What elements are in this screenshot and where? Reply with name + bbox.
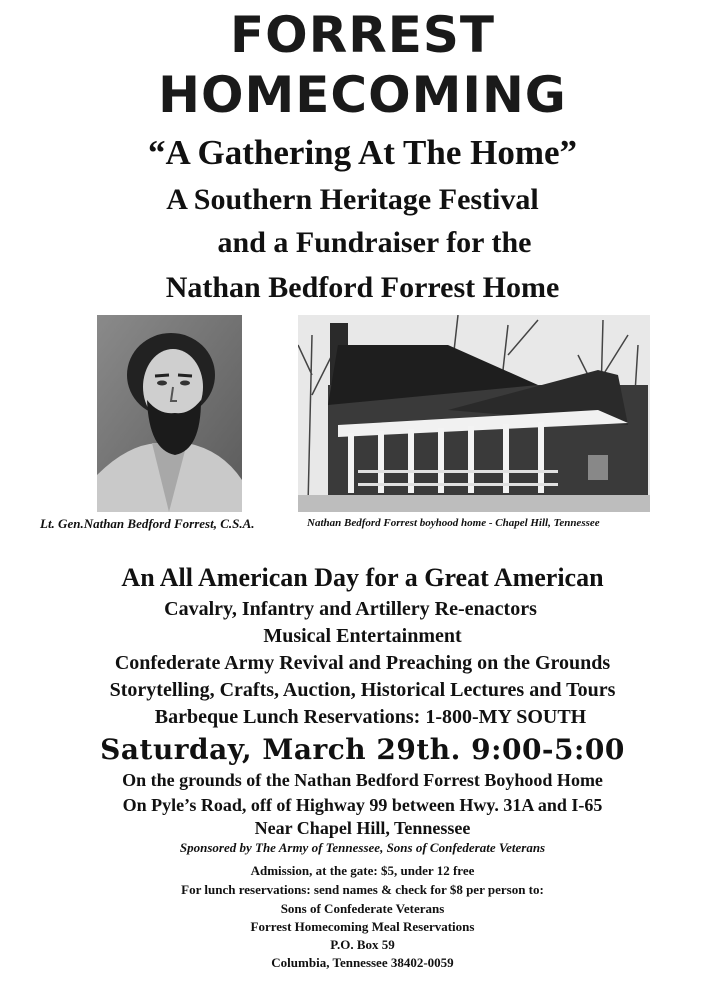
program-item: Cavalry, Infantry and Artillery Re-enactors: [164, 598, 537, 620]
program-item: Confederate Army Revival and Preaching on the Grounds: [114, 652, 611, 674]
tagline-2: and a Fundraiser for the: [217, 226, 532, 259]
location-line: On the grounds of the Nathan Bedford Forrest Boyhood Home: [122, 770, 603, 790]
event-datetime: Saturday, March 29th. 9:00-5:00: [100, 733, 625, 766]
program-item: Musical Entertainment: [263, 625, 462, 647]
house-photo: [298, 315, 650, 512]
program-item: Storytelling, Crafts, Auction, Historical Lectures and Tours: [109, 679, 616, 701]
lunch-phone: Barbeque Lunch Reservations: 1-800-MY SOUTH: [154, 706, 587, 728]
subtitle: “A Gathering At The Home”: [147, 133, 578, 172]
house-caption: Nathan Bedford Forrest boyhood home - Chapel Hill, Tennessee: [307, 517, 600, 529]
lunch-reservations: For lunch reservations: send names & check for $8 per person to:: [181, 882, 544, 897]
admission: Admission, at the gate: $5, under 12 free: [250, 863, 475, 878]
dept-name: Forrest Homecoming Meal Reservations: [250, 919, 475, 934]
location-line: On Pyle’s Road, off of Highway 99 between Hwy. 31A and I-65: [122, 795, 603, 815]
title-forrest: FORREST: [230, 6, 495, 64]
tagline-3: Nathan Bedford Forrest Home: [165, 271, 560, 304]
tagline-1: A Southern Heritage Festival: [166, 183, 539, 216]
portrait-caption: Lt. Gen.Nathan Bedford Forrest, C.S.A.: [40, 516, 255, 531]
po-box: P.O. Box 59: [330, 937, 395, 952]
sponsor: Sponsored by The Army of Tennessee, Sons of Confederate Veterans: [179, 840, 546, 855]
location-line: Near Chapel Hill, Tennessee: [254, 818, 471, 838]
portrait-photo: [97, 315, 242, 512]
city-address: Columbia, Tennessee 38402-0059: [271, 955, 454, 970]
program-headline: An All American Day for a Great American: [121, 563, 604, 592]
org-name: Sons of Confederate Veterans: [280, 901, 445, 916]
title-homecoming: HOMECOMING: [158, 66, 567, 124]
